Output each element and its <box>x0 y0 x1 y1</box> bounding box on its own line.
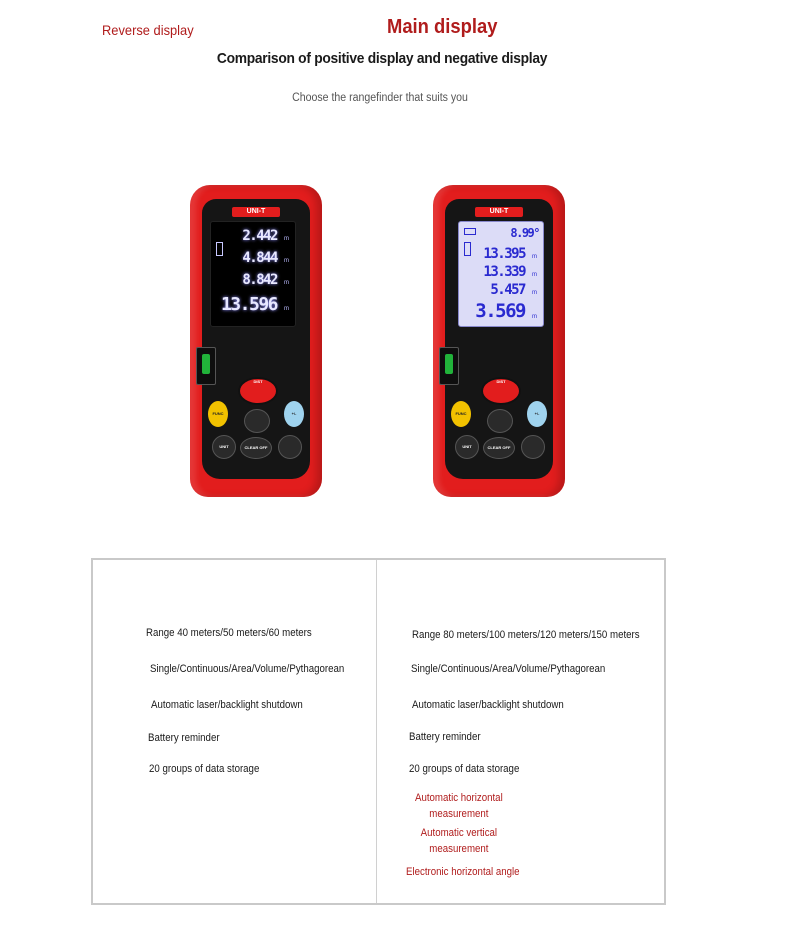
battery-icon <box>464 228 476 235</box>
reading-3: 5.457 <box>490 282 525 298</box>
left-feature-battery: Battery reminder <box>148 732 220 744</box>
dist-button: DIST <box>481 377 521 405</box>
dist-button: DIST <box>238 377 278 405</box>
clear-off-button: CLEAR OFF <box>483 437 515 459</box>
unit-label: m <box>532 272 537 278</box>
lcd-screen <box>458 221 544 327</box>
right-feature-modes: Single/Continuous/Area/Volume/Pythagorean <box>411 663 606 675</box>
reading-1: 13.395 <box>483 246 525 262</box>
reading-main: 3.569 <box>475 300 525 322</box>
reading-2: 4.844 <box>242 250 277 266</box>
reverse-display-heading: Reverse display <box>102 22 194 38</box>
right-extra-angle: Electronic horizontal angle <box>406 866 520 878</box>
plus-minus-button: +/- <box>284 401 304 427</box>
reading-2: 13.339 <box>483 264 525 280</box>
main-display-heading: Main display <box>387 16 498 38</box>
left-feature-range: Range 40 meters/50 meters/60 meters <box>146 627 312 639</box>
keypad <box>204 365 308 465</box>
unit-label: m <box>532 254 537 260</box>
unit-label: m <box>532 314 537 320</box>
brand-logo: UNI-T <box>475 207 523 217</box>
right-feature-storage: 20 groups of data storage <box>409 763 520 775</box>
right-extra-horizontal: Automatic horizontal measurement <box>415 792 503 820</box>
unit-label: m <box>532 290 537 296</box>
clear-off-button: CLEAR OFF <box>240 437 272 459</box>
lcd-screen <box>210 221 296 327</box>
column-divider <box>376 560 377 903</box>
brand-logo: UNI-T <box>232 207 280 217</box>
func-button: FUNC <box>451 401 471 427</box>
plus-minus-button: +/- <box>527 401 547 427</box>
rangefinder-negative-display <box>190 185 322 497</box>
right-feature-range: Range 80 meters/100 meters/120 meters/150 meters <box>412 629 640 641</box>
left-feature-shutdown: Automatic laser/backlight shutdown <box>151 699 303 711</box>
unit-label: m <box>284 236 289 242</box>
unit-label: m <box>284 258 289 264</box>
unit-label: m <box>284 280 289 286</box>
left-feature-modes: Single/Continuous/Area/Volume/Pythagorean <box>150 663 345 675</box>
page-subtitle: Choose the rangefinder that suits you <box>292 92 468 104</box>
unit-button: UNIT <box>212 435 236 459</box>
page-title: Comparison of positive display and negative display <box>216 50 548 67</box>
reading-main: 13.596 <box>220 294 277 315</box>
memory-button <box>244 409 270 433</box>
laser-icon <box>464 242 471 256</box>
reading-3: 8.842 <box>242 272 277 288</box>
reading-1: 2.442 <box>242 228 277 244</box>
func-button: FUNC <box>208 401 228 427</box>
laser-icon <box>216 242 223 256</box>
left-feature-storage: 20 groups of data storage <box>149 763 260 775</box>
memory-button <box>487 409 513 433</box>
rangefinder-positive-display <box>433 185 565 497</box>
unit-label: m <box>284 306 289 312</box>
right-feature-battery: Battery reminder <box>409 731 481 743</box>
backlight-button <box>521 435 545 459</box>
keypad <box>447 365 551 465</box>
right-extra-vertical: Automatic vertical measurement <box>420 827 498 855</box>
right-feature-shutdown: Automatic laser/backlight shutdown <box>412 699 564 711</box>
backlight-button <box>278 435 302 459</box>
angle-reading: 8.99° <box>510 226 539 240</box>
unit-button: UNIT <box>455 435 479 459</box>
